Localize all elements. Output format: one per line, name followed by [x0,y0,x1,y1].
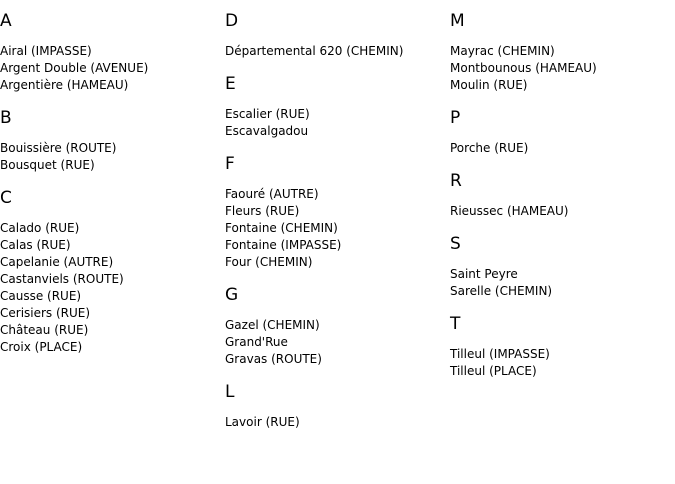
street-list [225,186,445,271]
letter-group [0,108,220,174]
letter-group [225,285,445,368]
street-index-column-1 [0,0,220,370]
street-link[interactable]: Grand'Rue [225,335,288,349]
street-link[interactable]: Gravas (ROUTE) [225,352,322,366]
letter-group [0,11,220,94]
street-list [450,203,670,220]
letter-group [0,188,220,356]
letter-group [450,171,670,220]
street-link[interactable]: Castanviels (ROUTE) [0,272,124,286]
street-link[interactable]: Four (CHEMIN) [225,255,313,269]
letter-heading: B [0,108,12,128]
street-list [450,346,670,380]
letter-heading: C [0,188,12,208]
street-link[interactable]: Escalier (RUE) [225,107,310,121]
letter-heading: S [450,234,461,254]
street-link[interactable]: Rieussec (HAMEAU) [450,204,569,218]
street-list [450,266,670,300]
street-link[interactable]: Départemental 620 (CHEMIN) [225,44,404,58]
street-list [450,43,670,94]
street-list [225,317,445,368]
street-index-column-3 [450,0,670,394]
street-link[interactable]: Fontaine (IMPASSE) [225,238,342,252]
letter-heading: L [225,382,235,402]
letter-heading: P [450,108,461,128]
street-link[interactable]: Tilleul (PLACE) [450,364,537,378]
street-link[interactable]: Saint Peyre [450,267,518,281]
street-list [0,140,220,174]
street-list [225,414,445,431]
street-link[interactable]: Porche (RUE) [450,141,529,155]
letter-group [450,108,670,157]
letter-heading: R [450,171,462,191]
street-link[interactable]: Escavalgadou [225,124,309,138]
street-link[interactable]: Causse (RUE) [0,289,82,303]
street-link[interactable]: Château (RUE) [0,323,89,337]
street-link[interactable]: Capelanie (AUTRE) [0,255,114,269]
street-list [225,43,445,60]
street-link[interactable]: Argentière (HAMEAU) [0,78,129,92]
letter-heading: M [450,11,465,31]
street-list [225,106,445,140]
street-link[interactable]: Mayrac (CHEMIN) [450,44,555,58]
street-link[interactable]: Croix (PLACE) [0,340,83,354]
street-list [450,140,670,157]
street-link[interactable]: Calado (RUE) [0,221,80,235]
street-link[interactable]: Moulin (RUE) [450,78,528,92]
letter-heading: E [225,74,236,94]
street-link[interactable]: Montbounous (HAMEAU) [450,61,597,75]
street-link[interactable]: Gazel (CHEMIN) [225,318,320,332]
street-link[interactable]: Tilleul (IMPASSE) [450,347,550,361]
street-link[interactable]: Sarelle (CHEMIN) [450,284,553,298]
letter-group [225,11,445,60]
letter-group [225,74,445,140]
street-list [0,43,220,94]
letter-group [450,11,670,94]
letter-heading: D [225,11,239,31]
street-link[interactable]: Calas (RUE) [0,238,71,252]
street-link[interactable]: Bouissière (ROUTE) [0,141,117,155]
street-link[interactable]: Fleurs (RUE) [225,204,300,218]
letter-heading: F [225,154,235,174]
letter-group [225,382,445,431]
street-link[interactable]: Bousquet (RUE) [0,158,95,172]
street-link[interactable]: Faouré (AUTRE) [225,187,319,201]
letter-group [225,154,445,271]
letter-heading: T [450,314,461,334]
letter-heading: G [225,285,239,305]
street-link[interactable]: Fontaine (CHEMIN) [225,221,338,235]
street-link[interactable]: Cerisiers (RUE) [0,306,91,320]
letter-heading: A [0,11,12,31]
street-index-column-2 [225,0,445,445]
letter-group [450,234,670,300]
letter-group [450,314,670,380]
street-link[interactable]: Lavoir (RUE) [225,415,300,429]
street-link[interactable]: Argent Double (AVENUE) [0,61,149,75]
street-link[interactable]: Airal (IMPASSE) [0,44,92,58]
street-list [0,220,220,356]
